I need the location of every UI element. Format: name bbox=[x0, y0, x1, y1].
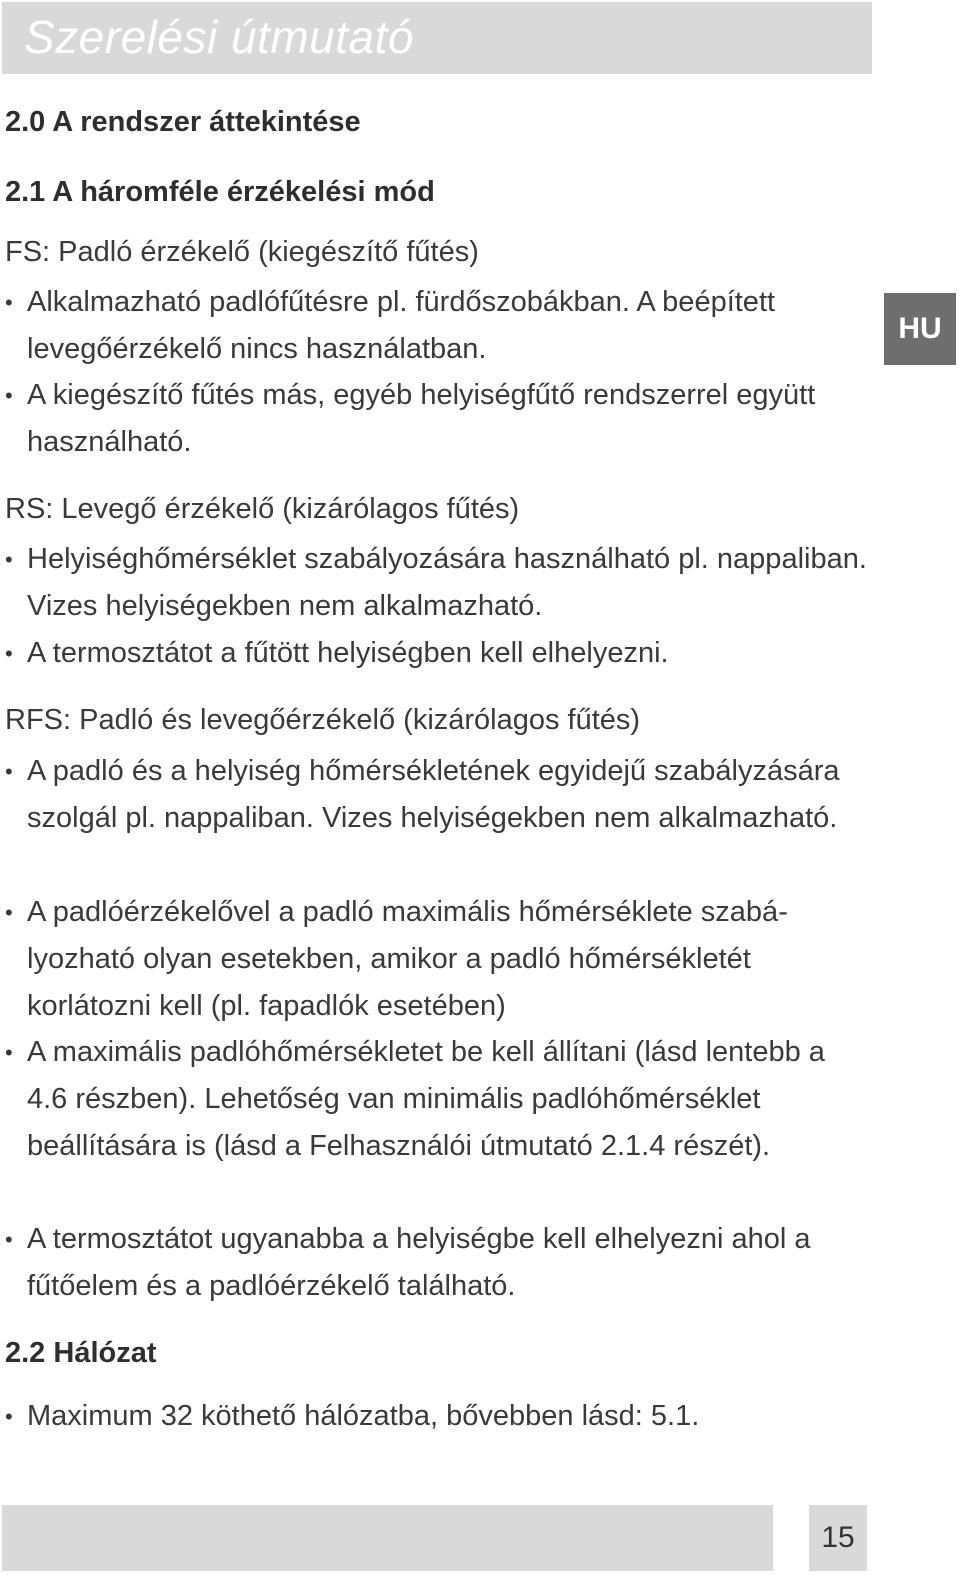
list-item: • A termosztátot a fűtött helyiségben kell elhelyezni. bbox=[27, 630, 867, 677]
list-item: • Helyiséghőmérséklet szabályozására használható pl. nappaliban. Vizes helyiségekben nem alkalmazható. bbox=[27, 536, 867, 630]
section-heading-2-1: 2.1 A háromféle érzékelési mód bbox=[5, 176, 435, 208]
mode-rfs-title: RFS: Padló és levegőérzékelő (kizárólagos fűtés) bbox=[5, 704, 641, 736]
section-heading-2-2: 2.2 Hálózat bbox=[5, 1337, 157, 1369]
mode-rs-title: RS: Levegő érzékelő (kizárólagos fűtés) bbox=[5, 493, 520, 525]
language-tab: HU bbox=[884, 293, 956, 365]
footer-bar bbox=[2, 1505, 773, 1571]
mode-fs-title: FS: Padló érzékelő (kiegészítő fűtés) bbox=[5, 236, 479, 268]
list-item: • Alkalmazható padlófűtésre pl. fürdőszobákban. A beépített levegőérzékelő nincs használatban. bbox=[27, 279, 867, 373]
page-number: 15 bbox=[809, 1505, 867, 1571]
section-heading-2-0: 2.0 A rendszer áttekintése bbox=[5, 106, 361, 138]
list-item: • A termosztátot ugyanabba a helyiségbe kell elhelyezni ahol a fűtőelem és a padlóérzékelő található. bbox=[27, 1216, 867, 1310]
list-item: • A padlóérzékelővel a padló maximális hőmérséklete szabályozható olyan esetekben, amikor a padló hőmérsékletét korlátozni kell (pl. fapadlók esetében) bbox=[27, 889, 867, 1030]
list-item: • A kiegészítő fűtés más, egyéb helyiségfűtő rendszerrel együtt használható. bbox=[27, 372, 867, 466]
header-bar bbox=[2, 2, 872, 74]
list-item: • A maximális padlóhőmérsékletet be kell állítani (lásd lentebb a 4.6 részben). Lehetőség van minimális padlóhőmérséklet beállítására is (lásd a Felhasználói útmutató 2.1.4 részét). bbox=[27, 1029, 867, 1170]
list-item: • Maximum 32 köthető hálózatba, bővebben lásd: 5.1. bbox=[27, 1393, 867, 1440]
page-title: Szerelési útmutató bbox=[24, 11, 414, 63]
list-item: • A padló és a helyiség hőmérsékletének egyidejű szabályzására szolgál pl. nappaliban. Vizes helyiségekben nem alkalmazható. bbox=[27, 748, 867, 842]
